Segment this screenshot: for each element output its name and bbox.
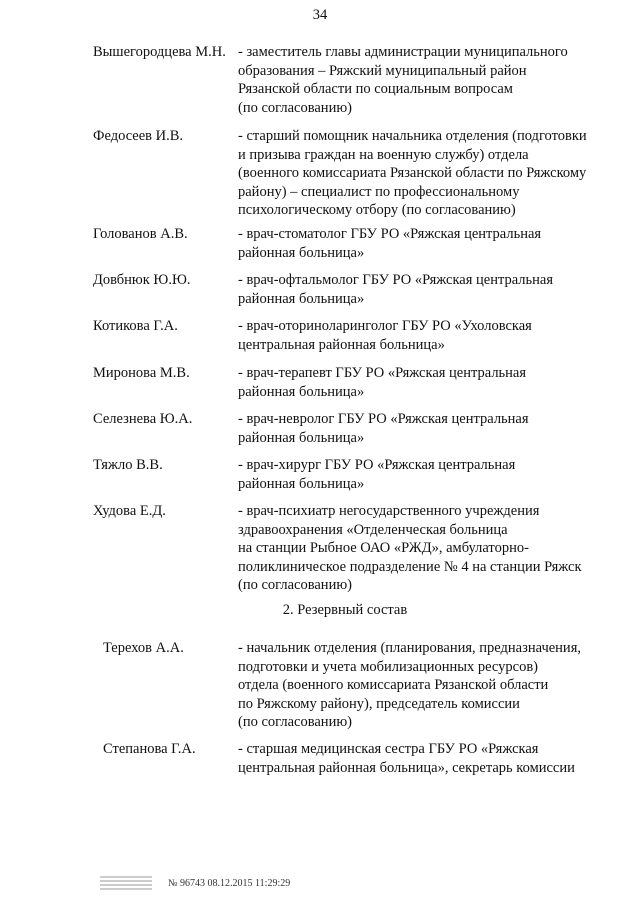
member-position: - врач-терапевт ГБУ РО «Ряжская центральная районная больница» (238, 365, 527, 400)
member-name: Степанова Г.А. (103, 741, 196, 757)
member-name: Котикова Г.А. (93, 318, 178, 334)
member-name: Федосеев И.В. (93, 128, 184, 144)
member-position: - врач-оториноларинголог ГБУ РО «Ухоловская центральная районная больница» (238, 318, 532, 353)
document-registration-id: № 96743 08.12.2015 11:29:29 (168, 878, 291, 889)
member-name: Тяжло В.В. (93, 457, 163, 473)
member-name: Селезнева Ю.А. (93, 411, 193, 427)
member-name: Худова Е.Д. (93, 503, 166, 519)
member-position: - старший помощник начальника отделения (подготовки и призыва граждан на военную службу) отдела (военного комиссариата Рязанской области по Ряжскому району) – специалист по профессиональному психологическому отбору (по согласованию) (238, 128, 587, 219)
member-position: - врач-психиатр негосударственного учреждения здравоохранения «Отделенческая больница на станции Рыбное ОАО «РЖД», амбулаторно- поликлиническое подразделение № 4 на станции Ряжск (по согласованию) (238, 503, 582, 594)
member-position: - заместитель главы администрации муниципального образования – Ряжский муниципальный район Рязанской области по социальным вопросам (по согласованию) (238, 44, 568, 116)
registration-stamp-icon (100, 876, 160, 894)
member-position: - врач-невролог ГБУ РО «Ряжская центральная районная больница» (238, 411, 529, 446)
member-name: Довбнюк Ю.Ю. (93, 272, 191, 288)
member-name: Вышегородцева М.Н. (93, 44, 226, 60)
member-position: - начальник отделения (планирования, предназначения, подготовки и учета мобилизационных ресурсов) отдела (военного комиссариата Рязанской области по Ряжскому району), председатель комиссии (по согласованию) (238, 640, 581, 731)
document-footer (100, 876, 500, 896)
member-name: Терехов А.А. (103, 640, 184, 656)
member-name: Голованов А.В. (93, 226, 188, 242)
member-position: - врач-стоматолог ГБУ РО «Ряжская центральная районная больница» (238, 226, 542, 261)
section-heading-reserve: 2. Резервный состав (282, 602, 408, 618)
member-position: - старшая медицинская сестра ГБУ РО «Ряжская центральная районная больница», секретарь комиссии (238, 741, 575, 776)
page-number: 34 (312, 7, 328, 23)
member-position: - врач-офтальмолог ГБУ РО «Ряжская центральная районная больница» (238, 272, 553, 307)
member-name: Миронова М.В. (93, 365, 190, 381)
member-position: - врач-хирург ГБУ РО «Ряжская центральная районная больница» (238, 457, 516, 492)
